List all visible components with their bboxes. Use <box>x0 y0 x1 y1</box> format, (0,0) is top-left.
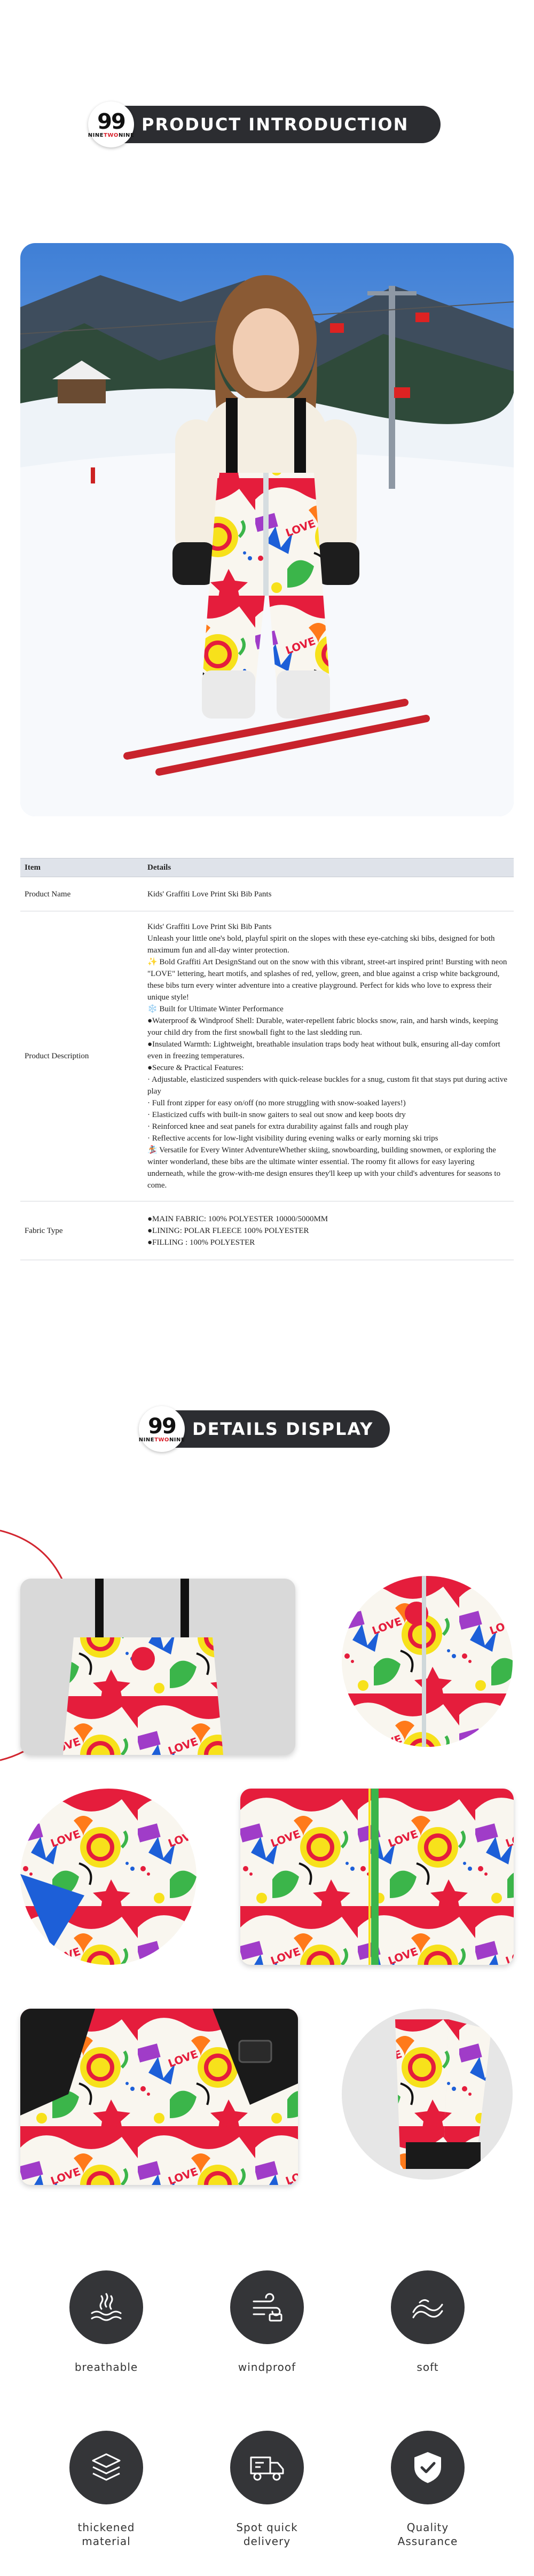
logo-number: 99 <box>148 1414 176 1439</box>
table-header-item: Item <box>20 858 143 877</box>
desc-line: 🏂 Versatile for Every Winter AdventureWhether skiing, snowboarding, building snowmen, or exploring the winter wonderland, these bibs are the ultimate winter essential. The roomy fit allows for easy layering underneath, while the grow-with-me design ensures they'll keep up with your child's adventures for seasons to come. <box>147 1146 501 1190</box>
desc-line: Kids' Graffiti Love Print Ski Bib Pants <box>147 923 272 931</box>
desc-line: Unleash your little one's bold, playful spirit on the slopes with these eye-catching ski bibs, designed for both maximum fun and all-day winter protection. <box>147 934 495 955</box>
hero-product-photo <box>20 243 514 816</box>
quality-shield-icon <box>409 2449 446 2486</box>
brand-logo <box>88 102 134 147</box>
desc-line: · Reinforced knee and seat panels for extra durability against falls and rough play <box>147 1122 409 1131</box>
desc-line: ●Waterproof & Windproof Shell: Durable, water-repellent fabric blocks snow, rain, and harsh winds, keeping your child dry from the first snowball fight to the last sledding run. <box>147 1017 498 1037</box>
detail-photo-bib-front <box>20 1579 295 1755</box>
feature-label: soft <box>417 2361 439 2374</box>
table-row <box>20 877 514 911</box>
desc-line: · Adjustable, elasticized suspenders with quick-release buckles for a snug, custom fit that stays put during active play <box>147 1075 507 1096</box>
feature-windproof <box>214 2270 320 2374</box>
row-label-product-name: Product Name <box>20 877 143 911</box>
detail-photo-buckle <box>20 2009 298 2185</box>
desc-line: · Reflective accents for low-light visibility during evening walks or early morning ski trips <box>147 1134 438 1143</box>
table-row <box>20 911 514 1201</box>
fabric-line: ●LINING: POLAR FLEECE 100% POLYESTER <box>147 1226 309 1235</box>
product-specs-table <box>20 858 514 1260</box>
detail-photo-cuff <box>342 2009 513 2180</box>
soft-icon <box>409 2289 446 2326</box>
desc-line: ●Insulated Warmth: Lightweight, breathable insulation traps body heat without bulk, ensuring all-day comfort even in freezing temperatures. <box>147 1040 500 1060</box>
detail-photo-print-circle-1 <box>342 1576 513 1747</box>
fabric-line: ●FILLING : 100% POLYESTER <box>147 1238 255 1247</box>
delivery-truck-icon <box>248 2449 286 2486</box>
desc-line: · Full front zipper for easy on/off (no more struggling with snow-soaked layers!) <box>147 1099 406 1107</box>
detail-photo-print-circle-2 <box>20 1789 197 1965</box>
feature-thickened-material <box>53 2431 160 2548</box>
row-label-product-description: Product Description <box>20 911 143 1201</box>
row-label-fabric-type: Fabric Type <box>20 1201 143 1260</box>
details-display-banner <box>138 1410 390 1448</box>
logo-wordmark: NINETWONINE <box>138 1437 185 1443</box>
desc-line: ✨ Bold Graffiti Art DesignStand out on the snow with this vibrant, street-art inspired print! Bursting with neon "LOVE" lettering, heart motifs, and splashes of red, yellow, green, and blue against a crisp white background, these bibs turn every winter adventure into a creative playground. Perfect for kids who love to express their unique style! <box>147 958 507 1002</box>
feature-spot-quick-delivery <box>214 2431 320 2548</box>
feature-breathable <box>53 2270 160 2374</box>
feature-soft <box>374 2270 481 2374</box>
product-introduction-banner <box>88 106 441 143</box>
brand-logo <box>139 1406 185 1452</box>
desc-line: ●Secure & Practical Features: <box>147 1064 244 1072</box>
product-name-value: Kids' Graffiti Love Print Ski Bib Pants <box>143 877 514 911</box>
desc-line: · Elasticized cuffs with built-in snow gaiters to seal out snow and keep boots dry <box>147 1111 406 1119</box>
logo-wordmark: NINETWONINE <box>88 132 135 138</box>
fabric-line: ●MAIN FABRIC: 100% POLYESTER 10000/5000MM <box>147 1214 328 1223</box>
windproof-icon <box>248 2289 286 2326</box>
feature-label: Quality Assurance <box>397 2521 458 2548</box>
feature-label: Spot quick delivery <box>236 2521 298 2548</box>
breathable-icon <box>88 2289 125 2326</box>
table-row <box>20 1201 514 1260</box>
table-header-details: Details <box>143 858 514 877</box>
feature-quality-assurance <box>374 2431 481 2548</box>
feature-label: thickened material <box>77 2521 135 2548</box>
feature-label: breathable <box>74 2361 138 2374</box>
product-description-value <box>143 911 514 1201</box>
logo-number: 99 <box>97 109 125 134</box>
layers-icon <box>88 2449 125 2486</box>
feature-label: windproof <box>238 2361 296 2374</box>
section-title: PRODUCT INTRODUCTION <box>142 114 409 135</box>
detail-photo-zipper <box>240 1789 514 1965</box>
desc-line: ❄️ Built for Ultimate Winter Performance <box>147 1005 284 1013</box>
fabric-type-value <box>143 1201 514 1260</box>
section-title: DETAILS DISPLAY <box>192 1419 374 1439</box>
